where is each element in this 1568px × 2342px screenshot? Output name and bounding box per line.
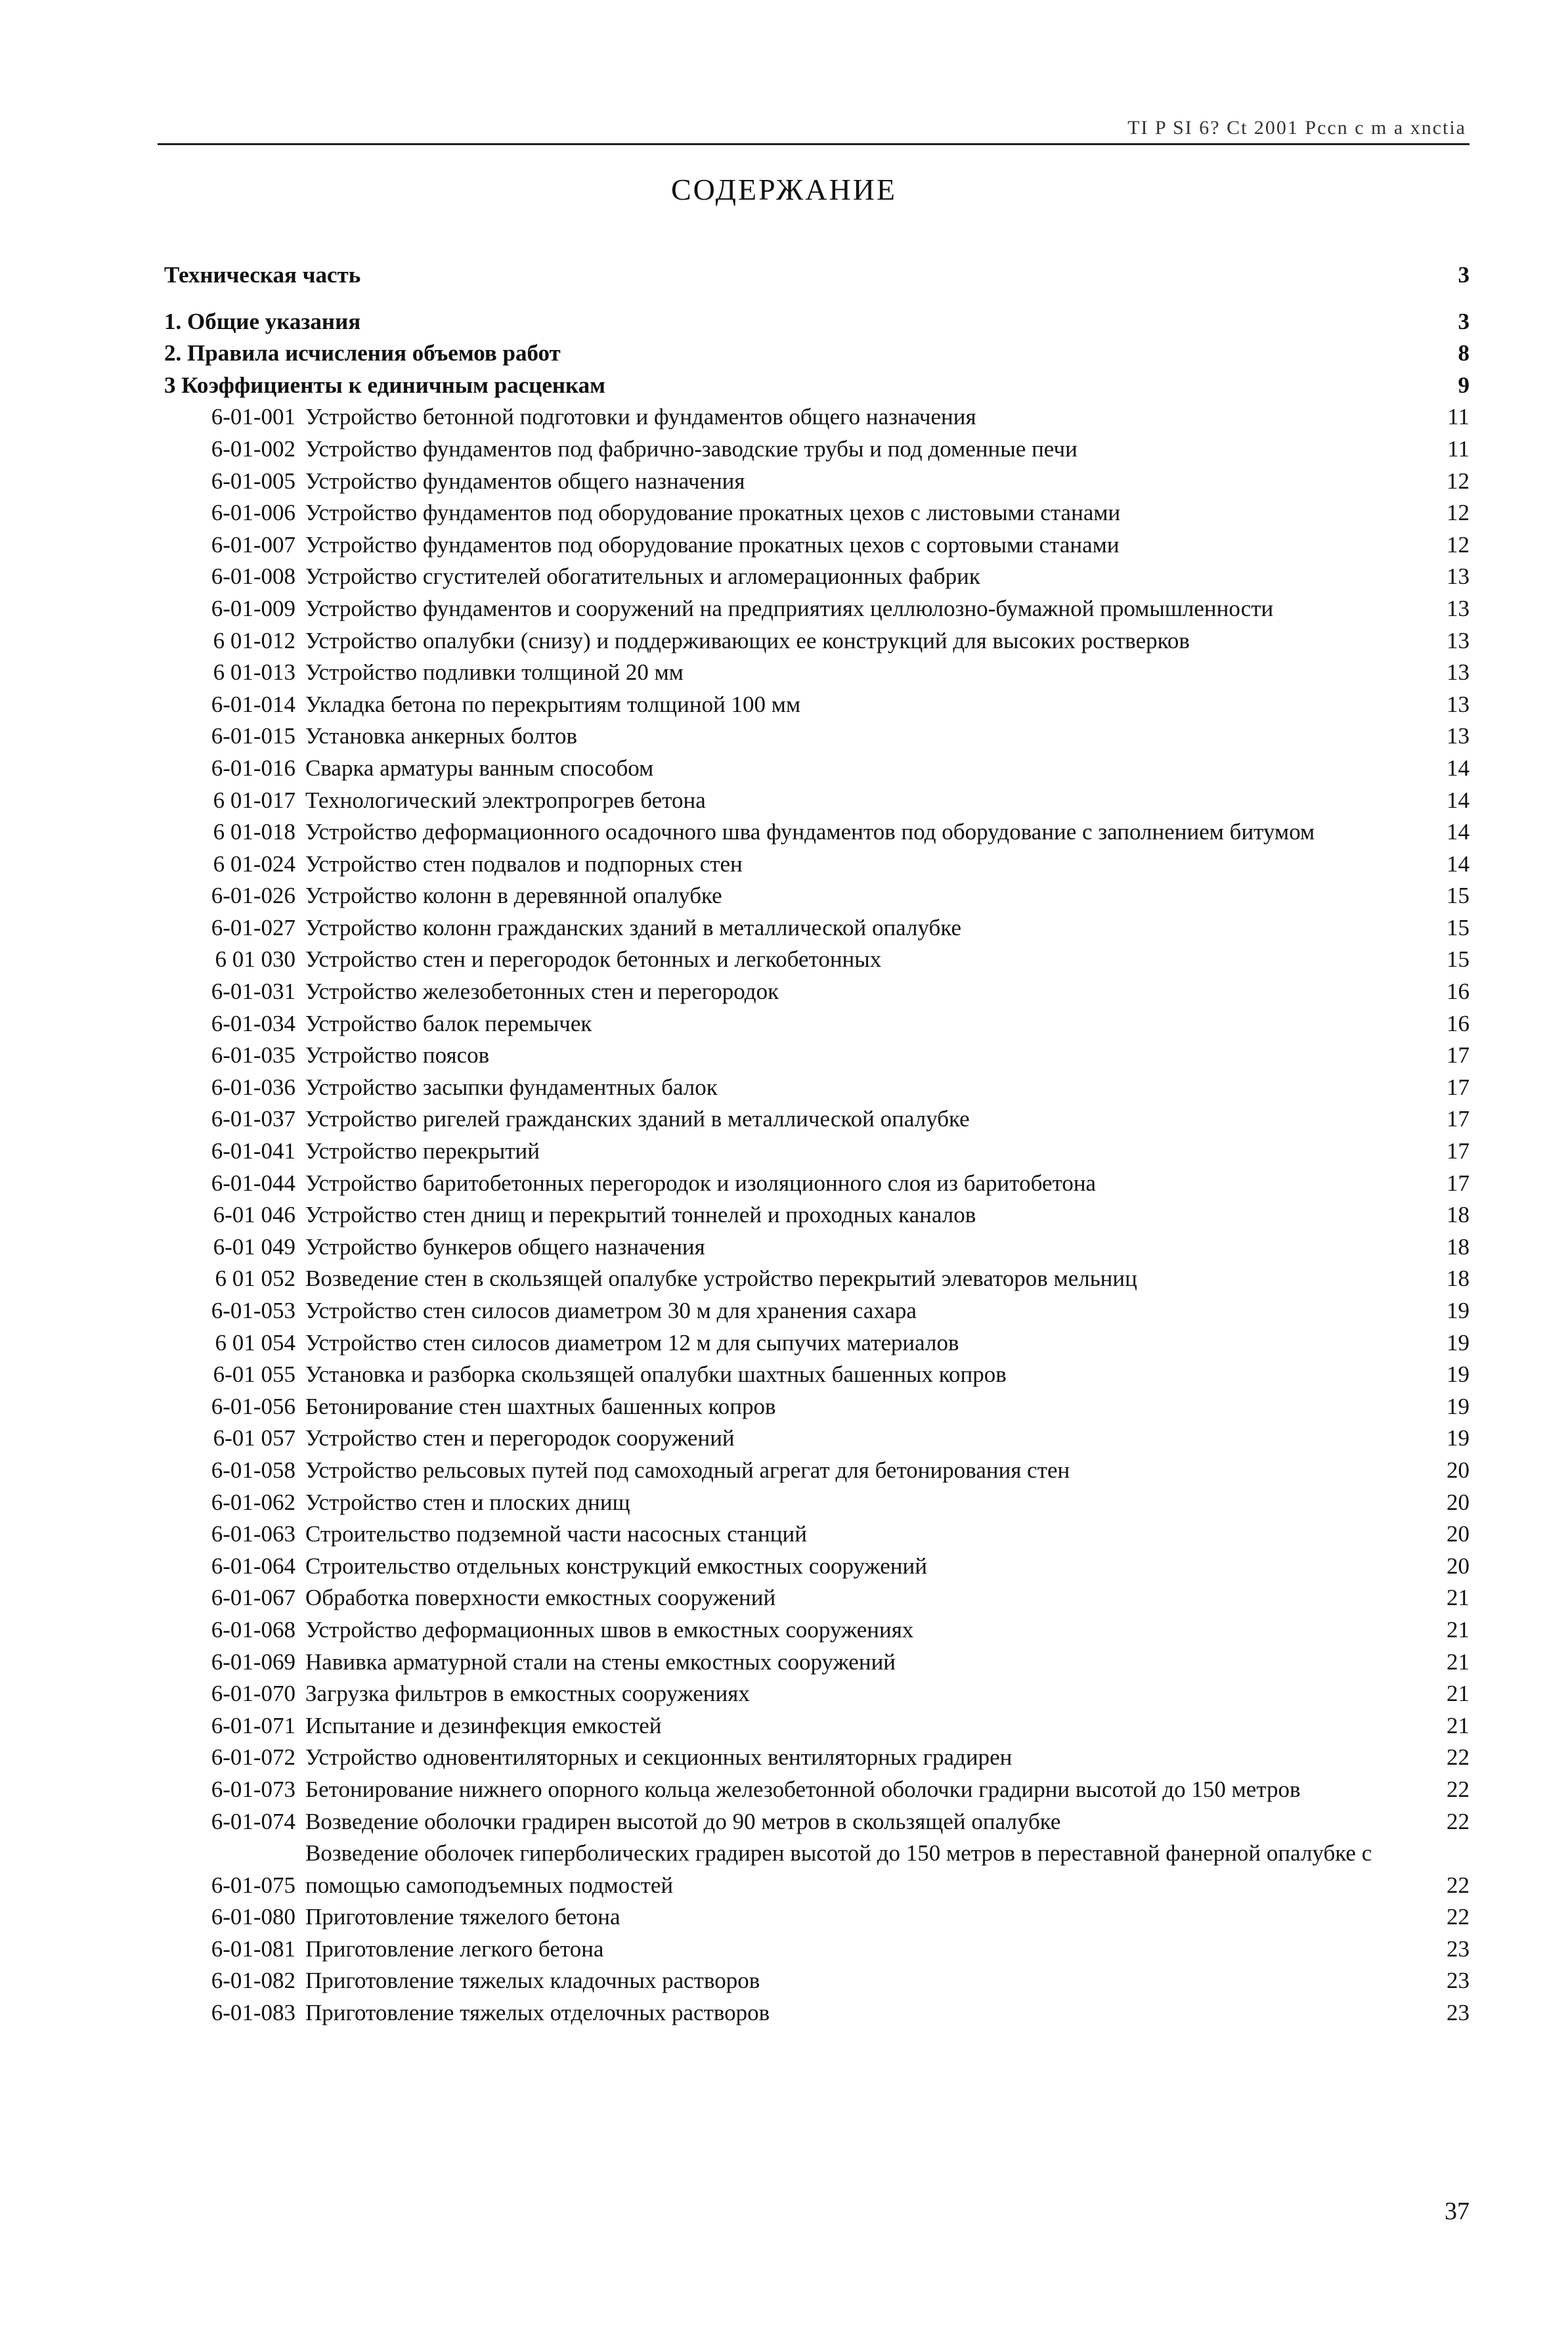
toc-entry-code: 6-01-067 bbox=[211, 1585, 295, 1611]
toc-section-page: 9 bbox=[1458, 372, 1470, 398]
toc-entry-code: 6-01 055 bbox=[213, 1361, 295, 1388]
toc-section bbox=[164, 306, 1470, 338]
toc-entry-title: Устройство стен и перегородок сооружений bbox=[305, 1425, 735, 1451]
toc-entry bbox=[164, 1614, 1470, 1646]
toc-entry-code: 6-01-005 bbox=[211, 468, 295, 494]
toc-entry bbox=[164, 912, 1470, 944]
toc-entry bbox=[164, 1295, 1470, 1327]
toc-entry-code: 6-01-062 bbox=[211, 1489, 295, 1515]
toc-entry-page: 12 bbox=[1447, 468, 1470, 494]
toc-entry-title: Устройство стен и плоских днищ bbox=[305, 1489, 630, 1515]
toc-entry bbox=[164, 1327, 1470, 1359]
toc-entry bbox=[164, 816, 1470, 849]
toc-entry-page: 18 bbox=[1447, 1233, 1470, 1260]
toc-entry bbox=[164, 1359, 1470, 1391]
toc-section bbox=[164, 338, 1470, 370]
toc-entry-title: Строительство отдельных конструкций емкостных сооружений bbox=[305, 1553, 927, 1579]
toc-entry bbox=[164, 1997, 1470, 2029]
section-gap bbox=[164, 292, 1470, 306]
toc-entry bbox=[164, 433, 1470, 466]
toc-entry-title: Возведение стен в скользящей опалубке устройство перекрытий элеваторов мельниц bbox=[305, 1266, 1137, 1292]
toc-entry-page: 21 bbox=[1447, 1585, 1470, 1611]
toc-entry-title: Устройство засыпки фундаментных балок bbox=[305, 1074, 718, 1100]
toc-entry-page: 19 bbox=[1447, 1425, 1470, 1451]
toc-entry-title: Устройство ригелей гражданских зданий в металлической опалубке bbox=[305, 1106, 970, 1132]
toc-entry-title: Устройство баритобетонных перегородок и изоляционного слоя из баритобетона bbox=[305, 1170, 1097, 1196]
toc-entry-title: Устройство колонн в деревянной опалубке bbox=[305, 883, 722, 909]
toc-entry-code: 6 01-012 bbox=[213, 627, 295, 653]
toc-section-page: 3 bbox=[1458, 308, 1470, 334]
toc-entry bbox=[164, 1646, 1470, 1679]
toc-entry-code: 6-01-044 bbox=[211, 1170, 295, 1196]
header-rule bbox=[158, 143, 1470, 145]
toc-entry-title: Навивка арматурной стали на стены емкостных сооружений bbox=[305, 1648, 896, 1675]
toc-entry-title: Устройство колонн гражданских зданий в металлической опалубке bbox=[305, 914, 962, 940]
toc-entry bbox=[164, 1072, 1470, 1104]
toc-entry-title: Устройство опалубки (снизу) и поддерживающих ее конструкций для высоких ростверков bbox=[305, 627, 1190, 653]
toc-entry-title: Возведение оболочек гиперболических градирен высотой до 150 метров в переставной фанерной опалубке с помощью самоподъемных подмостей bbox=[305, 1840, 1372, 1898]
toc-entry-code: 6-01-069 bbox=[211, 1648, 295, 1675]
toc-entry-title: Устройство поясов bbox=[305, 1042, 490, 1069]
toc-entry-page: 13 bbox=[1447, 691, 1470, 717]
toc-entry bbox=[164, 1391, 1470, 1423]
toc-entry bbox=[164, 529, 1470, 562]
toc-entry bbox=[164, 1168, 1470, 1200]
toc-entry-title: Устройство бетонной подготовки и фундаментов общего назначения bbox=[305, 404, 976, 430]
toc-entry-page: 12 bbox=[1447, 500, 1470, 526]
toc-entry-code: 6-01-001 bbox=[211, 404, 295, 430]
toc-entry-code: 6-01-070 bbox=[211, 1681, 295, 1707]
toc-entry-code: 6-01-081 bbox=[211, 1935, 295, 1962]
toc-entry bbox=[164, 1774, 1470, 1806]
toc-entry-title: Приготовление легкого бетона bbox=[305, 1935, 604, 1962]
toc-entry-title: Устройство деформационных швов в емкостных сооружениях bbox=[305, 1616, 914, 1643]
toc-entry-page: 22 bbox=[1447, 1744, 1470, 1771]
toc-entry-code: 6-01-053 bbox=[211, 1298, 295, 1323]
toc-section-label: 1. Общие указания bbox=[164, 308, 361, 334]
toc-entry bbox=[164, 880, 1470, 912]
toc-entry-title: Устройство фундаментов под фабрично-заводские трубы и под доменные печи bbox=[305, 435, 1078, 462]
toc-entry-page: 19 bbox=[1447, 1393, 1470, 1419]
toc-entry-code: 6-01-008 bbox=[211, 563, 295, 590]
toc-entry-page: 17 bbox=[1447, 1042, 1470, 1069]
toc-entry-title: Устройство фундаментов и сооружений на предприятиях целлюлозно-бумажной промышленности bbox=[305, 595, 1274, 621]
toc-entry-code: 6-01-058 bbox=[211, 1457, 295, 1483]
toc-entry-code: 6-01 057 bbox=[213, 1425, 295, 1451]
toc-entry bbox=[164, 1231, 1470, 1264]
toc-entry-title: Установка анкерных болтов bbox=[305, 723, 577, 749]
toc-entry-page: 21 bbox=[1447, 1616, 1470, 1643]
toc-entry-code: 6-01-036 bbox=[211, 1074, 295, 1100]
toc-entry-page: 17 bbox=[1447, 1170, 1470, 1196]
toc-entry-code: 6-01-074 bbox=[211, 1808, 295, 1834]
toc-entry-code: 6-01-063 bbox=[211, 1521, 295, 1547]
toc-entry-title: Устройство фундаментов под оборудование прокатных цехов с сортовыми станами bbox=[305, 531, 1120, 558]
toc-entry bbox=[164, 1455, 1470, 1487]
toc-entry bbox=[164, 1518, 1470, 1551]
toc-entry bbox=[164, 497, 1470, 529]
toc-entry-code: 6-01-035 bbox=[211, 1042, 295, 1069]
toc-entry-title: Бетонирование стен шахтных башенных копров bbox=[305, 1393, 776, 1419]
toc-entry-page: 14 bbox=[1447, 819, 1470, 845]
toc-entry-title: Устройство стен днищ и перекрытий тоннелей и проходных каналов bbox=[305, 1202, 976, 1228]
toc-entry-code: 6 01 052 bbox=[215, 1266, 295, 1292]
toc-entry bbox=[164, 1901, 1470, 1933]
toc-entry-code: 6-01-031 bbox=[211, 979, 295, 1005]
toc-entry-page: 17 bbox=[1447, 1138, 1470, 1164]
toc-section-label: 3 Коэффициенты к единичным расценкам bbox=[164, 372, 605, 398]
toc-entry-title: Возведение оболочки градирен высотой до 90 метров в скользящей опалубке bbox=[305, 1808, 1061, 1834]
toc-entry-code: 6-01-056 bbox=[211, 1393, 295, 1419]
toc-entry-page: 20 bbox=[1447, 1521, 1470, 1547]
toc-entry bbox=[164, 1551, 1470, 1583]
toc-entry-page: 21 bbox=[1447, 1712, 1470, 1738]
table-of-contents bbox=[164, 259, 1470, 2029]
toc-entry bbox=[164, 689, 1470, 721]
toc-entry-page: 16 bbox=[1447, 979, 1470, 1005]
toc-entry-title: Устройство фундаментов общего назначения bbox=[305, 468, 745, 494]
toc-entry-page: 12 bbox=[1447, 531, 1470, 558]
toc-entry-code: 6-01-026 bbox=[211, 883, 295, 909]
toc-entry-title: Строительство подземной части насосных станций bbox=[305, 1521, 808, 1547]
toc-entry bbox=[164, 1263, 1470, 1295]
toc-entry-page: 18 bbox=[1447, 1266, 1470, 1292]
toc-entry-title: Укладка бетона по перекрытиям толщиной 100 мм bbox=[305, 691, 801, 717]
toc-entry-page: 18 bbox=[1447, 1202, 1470, 1228]
toc-entry-page: 21 bbox=[1447, 1648, 1470, 1675]
toc-entry-page: 19 bbox=[1447, 1298, 1470, 1323]
toc-entry-title: Приготовление тяжелых отделочных растворов bbox=[305, 2000, 770, 2026]
toc-entry-code: 6-01-073 bbox=[211, 1776, 295, 1802]
toc-entry-code: 6-01-006 bbox=[211, 500, 295, 526]
toc-entry-title: Обработка поверхности емкостных сооружений bbox=[305, 1585, 776, 1611]
toc-entry-title: Устройство фундаментов под оборудование прокатных цехов с листовыми станами bbox=[305, 500, 1121, 526]
toc-entry bbox=[164, 1040, 1470, 1072]
toc-entry bbox=[164, 625, 1470, 657]
toc-entry-code: 6 01-018 bbox=[213, 819, 295, 845]
toc-entry-code: 6-01 046 bbox=[213, 1202, 295, 1228]
toc-entry-page: 20 bbox=[1447, 1489, 1470, 1515]
toc-entry bbox=[164, 944, 1470, 976]
toc-section bbox=[164, 370, 1470, 402]
toc-entry bbox=[164, 753, 1470, 785]
toc-entry-title: Испытание и дезинфекция емкостей bbox=[305, 1712, 662, 1738]
toc-entry-title: Устройство стен силосов диаметром 12 м для сыпучих материалов bbox=[305, 1329, 959, 1356]
toc-entries bbox=[164, 401, 1470, 2029]
toc-entry-code: 6 01-024 bbox=[213, 851, 295, 877]
toc-entry-page: 11 bbox=[1447, 404, 1470, 430]
toc-entry-code: 6-01-080 bbox=[211, 1904, 295, 1930]
toc-entry bbox=[164, 785, 1470, 817]
toc-section-page: 8 bbox=[1458, 340, 1470, 366]
toc-entry bbox=[164, 849, 1470, 881]
toc-entry-code: 6-01-027 bbox=[211, 914, 295, 940]
toc-section-label: 2. Правила исчисления объемов работ bbox=[164, 340, 561, 366]
toc-entry-page: 15 bbox=[1447, 946, 1470, 973]
toc-entry-code: 6 01 054 bbox=[215, 1329, 295, 1356]
toc-entry bbox=[164, 720, 1470, 753]
toc-entry-code: 6-01-072 bbox=[211, 1744, 295, 1771]
running-header: TI P SI 6? Ct 2001 Pccn c m a xnctia bbox=[1127, 117, 1466, 139]
toc-entry-page: 14 bbox=[1447, 851, 1470, 877]
toc-section-label: Техническая часть bbox=[164, 262, 361, 288]
toc-entry bbox=[164, 1965, 1470, 1997]
toc-entry bbox=[164, 1199, 1470, 1231]
toc-entry-code: 6-01-041 bbox=[211, 1138, 295, 1164]
toc-entry-title: Устройство подливки толщиной 20 мм bbox=[305, 659, 684, 686]
toc-entry-page: 14 bbox=[1447, 787, 1470, 813]
toc-entry-code: 6-01-014 bbox=[211, 691, 295, 717]
toc-entry bbox=[164, 657, 1470, 689]
toc-entry-title: Сварка арматуры ванным способом bbox=[305, 755, 654, 781]
toc-entry-page: 13 bbox=[1447, 627, 1470, 653]
toc-entry-title: Устройство балок перемычек bbox=[305, 1010, 592, 1036]
toc-entry-code: 6-01-071 bbox=[211, 1712, 295, 1738]
toc-entry-title: Устройство стен и перегородок бетонных и легкобетонных bbox=[305, 946, 882, 973]
toc-entry bbox=[164, 1103, 1470, 1136]
toc-entry-page: 22 bbox=[1447, 1872, 1470, 1898]
toc-entry-code: 6-01-009 bbox=[211, 595, 295, 621]
toc-entry-code: 6-01-083 bbox=[211, 2000, 295, 2026]
toc-entry-page: 13 bbox=[1447, 659, 1470, 686]
toc-entry-title: Устройство перекрытий bbox=[305, 1138, 540, 1164]
toc-entry-code: 6 01-017 bbox=[213, 787, 295, 813]
toc-entry-page: 20 bbox=[1447, 1457, 1470, 1483]
toc-entry bbox=[164, 1678, 1470, 1710]
toc-entry-title: Загрузка фильтров в емкостных сооружениях bbox=[305, 1681, 750, 1707]
toc-entry-title: Приготовление тяжелых кладочных растворов bbox=[305, 1968, 760, 1994]
toc-entry-title: Устройство бункеров общего назначения bbox=[305, 1233, 705, 1260]
toc-entry-page: 19 bbox=[1447, 1329, 1470, 1356]
toc-entry-code: 6 01-013 bbox=[213, 659, 295, 686]
toc-entry-title: Устройство деформационного осадочного шва фундаментов под оборудование с заполнением битумом bbox=[305, 819, 1315, 845]
toc-entry-page: 21 bbox=[1447, 1681, 1470, 1707]
toc-entry-title: Устройство стен подвалов и подпорных стен bbox=[305, 851, 743, 877]
toc-entry bbox=[164, 1838, 1470, 1901]
toc-entry bbox=[164, 1008, 1470, 1040]
toc-entry-page: 20 bbox=[1447, 1553, 1470, 1579]
toc-entry-code: 6-01-007 bbox=[211, 531, 295, 558]
toc-entry-title: Устройство рельсовых путей под самоходный агрегат для бетонирования стен bbox=[305, 1457, 1070, 1483]
toc-entry bbox=[164, 1487, 1470, 1519]
toc-section bbox=[164, 259, 1470, 292]
toc-entry bbox=[164, 561, 1470, 593]
toc-entry-title: Устройство одновентиляторных и секционных вентиляторных градирен bbox=[305, 1744, 1013, 1771]
toc-entry-code: 6-01-064 bbox=[211, 1553, 295, 1579]
toc-entry-title: Устройство сгустителей обогатительных и агломерационных фабрик bbox=[305, 563, 980, 590]
toc-entry-page: 23 bbox=[1447, 1935, 1470, 1962]
toc-entry-code: 6-01-075 bbox=[211, 1872, 295, 1898]
toc-entry-page: 13 bbox=[1447, 563, 1470, 590]
toc-entry-code: 6-01-037 bbox=[211, 1106, 295, 1132]
toc-entry-code: 6-01-015 bbox=[211, 723, 295, 749]
toc-entry-code: 6-01-016 bbox=[211, 755, 295, 781]
toc-entry-page: 22 bbox=[1447, 1776, 1470, 1802]
toc-entry-code: 6-01 049 bbox=[213, 1233, 295, 1260]
toc-entry-page: 19 bbox=[1447, 1361, 1470, 1388]
page-number: 37 bbox=[1445, 2198, 1470, 2225]
toc-entry-page: 16 bbox=[1447, 1010, 1470, 1036]
toc-entry-code: 6-01-068 bbox=[211, 1616, 295, 1643]
toc-entry bbox=[164, 1710, 1470, 1742]
toc-entry bbox=[164, 593, 1470, 625]
toc-entry bbox=[164, 1933, 1470, 1966]
toc-entry-page: 11 bbox=[1447, 435, 1470, 462]
toc-entry-page: 14 bbox=[1447, 755, 1470, 781]
toc-entry-page: 17 bbox=[1447, 1106, 1470, 1132]
page-title: СОДЕРЖАНИЕ bbox=[670, 173, 898, 206]
toc-entry-title: Технологический электропрогрев бетона bbox=[305, 787, 706, 813]
toc-entry-code: 6-01-082 bbox=[211, 1968, 295, 1994]
toc-entry-page: 23 bbox=[1447, 2000, 1470, 2026]
toc-entry bbox=[164, 401, 1470, 433]
toc-entry bbox=[164, 976, 1470, 1008]
toc-entry-page: 13 bbox=[1447, 723, 1470, 749]
toc-entry-page: 23 bbox=[1447, 1968, 1470, 1994]
toc-entry-page: 17 bbox=[1447, 1074, 1470, 1100]
toc-entry-title: Устройство стен силосов диаметром 30 м для хранения сахара bbox=[305, 1298, 917, 1323]
toc-entry bbox=[164, 1136, 1470, 1168]
toc-entry-page: 13 bbox=[1447, 595, 1470, 621]
toc-entry-page: 15 bbox=[1447, 883, 1470, 909]
toc-entry-title: Установка и разборка скользящей опалубки шахтных башенных копров bbox=[305, 1361, 1007, 1388]
toc-entry-code: 6-01-002 bbox=[211, 435, 295, 462]
toc-entry bbox=[164, 1742, 1470, 1774]
toc-section-page: 3 bbox=[1458, 262, 1470, 288]
toc-entry-page: 15 bbox=[1447, 914, 1470, 940]
toc-entry bbox=[164, 466, 1470, 498]
toc-entry bbox=[164, 1806, 1470, 1838]
toc-entry-title: Устройство железобетонных стен и перегородок bbox=[305, 979, 779, 1005]
toc-entry-title: Бетонирование нижнего опорного кольца железобетонной оболочки градирни высотой до 150 метров bbox=[305, 1776, 1301, 1802]
toc-entry-code: 6 01 030 bbox=[215, 946, 295, 973]
toc-entry-title: Приготовление тяжелого бетона bbox=[305, 1904, 621, 1930]
toc-entry bbox=[164, 1582, 1470, 1614]
toc-entry bbox=[164, 1423, 1470, 1455]
toc-entry-page: 22 bbox=[1447, 1904, 1470, 1930]
toc-entry-code: 6-01-034 bbox=[211, 1010, 295, 1036]
toc-entry-page: 22 bbox=[1447, 1808, 1470, 1834]
